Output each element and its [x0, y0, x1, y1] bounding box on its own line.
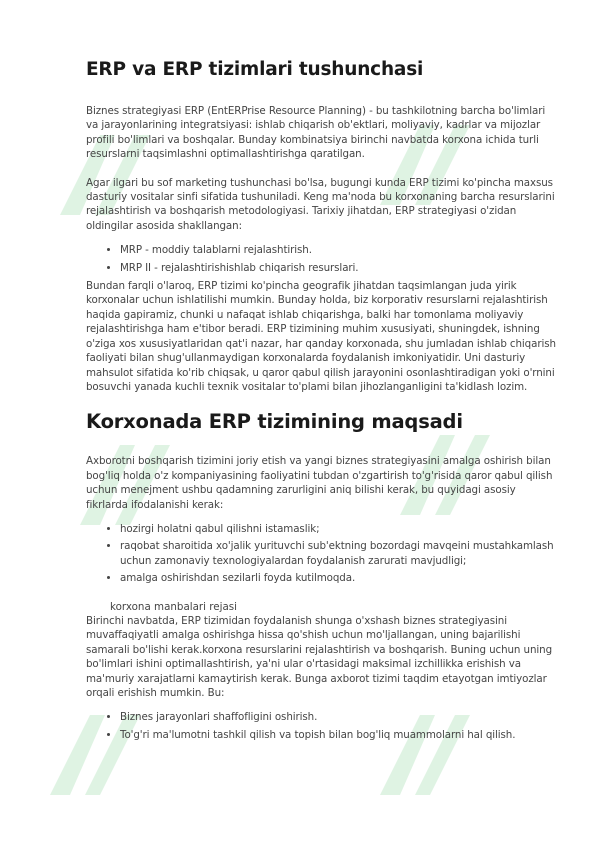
list-item: • raqobat sharoitida xo'jalik yurituvchi sub'ektning bozordagi mavqeini mustahkamlash uchun zamonaviy texnologiyalardan foydalanish zarurati mavjudligi; [120, 539, 556, 568]
section1-paragraph-1: Biznes strategiyasi ERP (EntERPrise Resource Planning) - bu tashkilotning barcha bo'limlari va jarayonlarining integratsiyasi: ishlab chiqarish ob'ektlari, moliyaviy, kadrlar va mijozlar profili bo'limlari va boshqalar. Bunday kombinatsiya birinchi navbatda korxona ichida turli resurslarni taqsimlashni optimallashtirishga qaratilgan. [86, 105, 546, 161]
list-item: • hozirgi holatni qabul qilishni istamaslik; [120, 522, 556, 536]
section2-paragraph-1: Axborotni boshqarish tizimini joriy etish va yangi biznes strategiyasini amalga oshirish bilan bog'liq holda o'z kompaniyasining faoliyatini tubdan o'zgartirish to'g'risida qaror qabul qilish uchun menejment ushbu qadamning zarurligini aniq bilishi kerak, bu quyidagi asosiy fikrlarda ifodalanishi kerak: [86, 455, 553, 511]
list-item: • MRP II - rejalashtirishishlab chiqarish resurslari. [120, 261, 556, 275]
section2-list [86, 522, 556, 586]
document-content [86, 58, 556, 745]
section1-title: ERP va ERP tizimlari tushunchasi [86, 59, 424, 80]
list-item: • Biznes jarayonlari shaffofligini oshirish. [120, 710, 556, 724]
list-item: • amalga oshirishdan sezilarli foyda kutilmoqda. [120, 571, 556, 585]
section2-subheading: korxona manbalari rejasi [110, 600, 238, 613]
section2-list-2 [86, 710, 556, 742]
list-item: • To'g'ri ma'lumotni tashkil qilish va topish bilan bog'liq muammolarni hal qilish. [120, 728, 556, 742]
section1-paragraph-3: Bundan farqli o'laroq, ERP tizimi ko'pincha geografik jihatdan taqsimlangan juda yirik korxonalar uchun ishlatilishi mumkin. Bunday holda, biz korporativ resurslarni rejalashtirish haqida gapiramiz, chunki u nafaqat ishlab chiqarishga, balki har tomonlama moliyaviy rejalashtirishga ham e'tibor beradi. ERP tizimining muhim xususiyati, shuningdek, ishning o'ziga xos xususiyatlaridan qat'i nazar, har qanday korxonada, shu jumladan ishlab chiqarish faoliyati bilan shug'ullanmaydigan korxonalarda foydalanish imkoniyatidir. Uni dasturiy mahsulot sifatida ko'rib chiqsak, u qaror qabul qilish jarayonini osonlashtiradigan yoki o'rnini bosuvchi yanada kuchli texnik vositalar to'plami bilan jihozlanganligini ta'kidlash lozim. [86, 280, 556, 393]
section2-paragraph-2: Birinchi navbatda, ERP tizimidan foydalanish shunga o'xshash biznes strategiyasini muvaffaqiyatli amalga oshirishga hissa qo'shish uchun mo'ljallangan, uning bajarilishi samarali bo'lishi kerak.korxona resurslarini rejalashtirish va boshqarish. Buning uchun uning bo'limlari ishini optimallashtirish, ya'ni ular o'rtasidagi maksimal izchillikka erishish va ma'muriy xarajatlarni kamaytirish kerak. Bunga axborot tizimi taqdim etayotgan imtiyozlar orqali erishish mumkin. Bu: [86, 614, 553, 699]
section1-list [86, 243, 556, 275]
list-item: • MRP - moddiy talablarni rejalashtirish. [120, 243, 556, 257]
section1-paragraph-2: Agar ilgari bu sof marketing tushunchasi bo'lsa, bugungi kunda ERP tizimi ko'pincha maxsus dasturiy vositalar sinfi sifatida tushuniladi. Keng ma'noda bu korxonaning barcha resurslarini rejalashtirish va boshqarish metodologiyasi. Tarixiy jihatdan, ERP strategiyasi o'zidan oldingilar asosida shakllangan: [86, 176, 555, 232]
section2-title: Korxonada ERP tizimining maqsadi [86, 410, 463, 434]
